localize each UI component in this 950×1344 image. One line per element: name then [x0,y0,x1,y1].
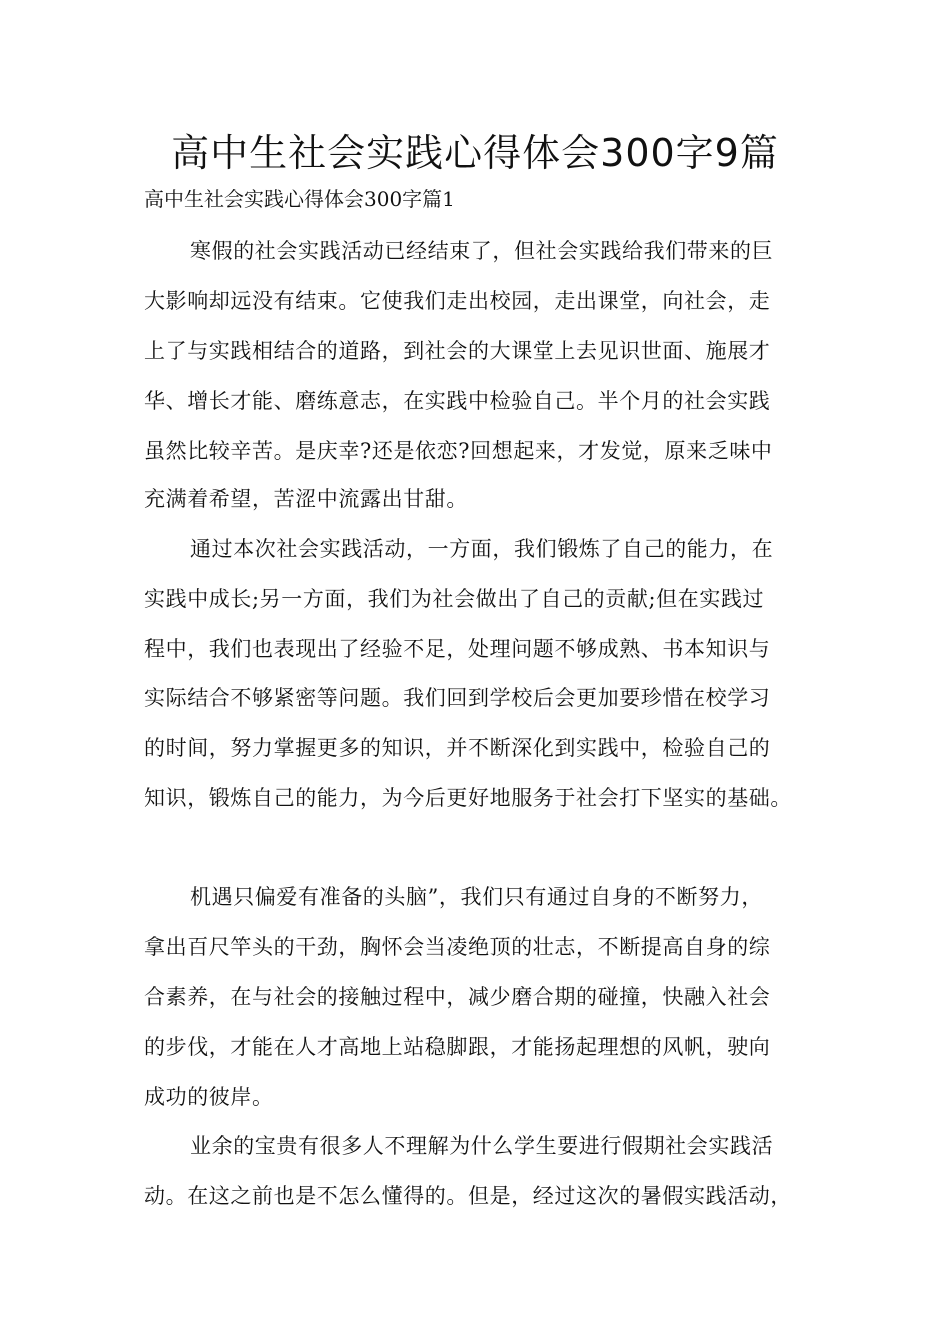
paragraph-line: 寒假的社会实践活动已经结束了，但社会实践给我们带来的巨 [190,239,774,263]
paragraph-line: 程中，我们也表现出了经验不足，处理问题不够成熟、书本知识与 [144,637,771,661]
paragraph-line: 拿出百尺竿头的干劲，胸怀会当凌绝顶的壮志，不断提高自身的综 [144,935,771,959]
paragraph-line: 虽然比较辛苦。是庆幸?还是依恋?回想起来，才发觉，原来乏味中 [144,439,773,463]
paragraph-line: 业余的宝贵有很多人不理解为什么学生要进行假期社会实践活 [190,1134,774,1158]
paragraph-line: 合素养，在与社会的接触过程中，减少磨合期的碰撞，快融入社会 [144,985,771,1009]
paragraph-line: 知识，锻炼自己的能力，为今后更好地服务于社会打下坚实的基础。 [144,786,792,810]
paragraph-line: 华、增长才能、磨练意志，在实践中检验自己。半个月的社会实践 [144,389,771,413]
paragraph-line: 大影响却远没有结束。它使我们走出校园，走出课堂，向社会，走 [144,289,771,313]
paragraph-line: 的步伐，才能在人才高地上站稳脚跟，才能扬起理想的风帆，驶向 [144,1035,771,1059]
paragraph-line: 充满着希望，苦涩中流露出甘甜。 [144,487,468,511]
section-heading: 高中生社会实践心得体会300字篇1 [144,187,455,211]
paragraph-line: 实践中成长;另一方面，我们为社会做出了自己的贡献;但在实践过 [144,587,765,611]
paragraph-line: 通过本次社会实践活动，一方面，我们锻炼了自己的能力，在 [190,537,774,561]
document-title: 高中生社会实践心得体会300字9篇 [171,131,779,175]
paragraph-line: 动。在这之前也是不怎么懂得的。但是，经过这次的暑假实践活动， [144,1184,792,1208]
paragraph-line: 上了与实践相结合的道路，到社会的大课堂上去见识世面、施展才 [144,339,771,363]
paragraph-line: 成功的彼岸。 [144,1085,274,1109]
paragraph-line: 的时间，努力掌握更多的知识，并不断深化到实践中，检验自己的 [144,736,771,760]
paragraph-line: 实际结合不够紧密等问题。我们回到学校后会更加要珍惜在校学习 [144,686,771,710]
paragraph-line: 机遇只偏爱有准备的头脑”，我们只有通过自身的不断努力， [190,885,763,909]
